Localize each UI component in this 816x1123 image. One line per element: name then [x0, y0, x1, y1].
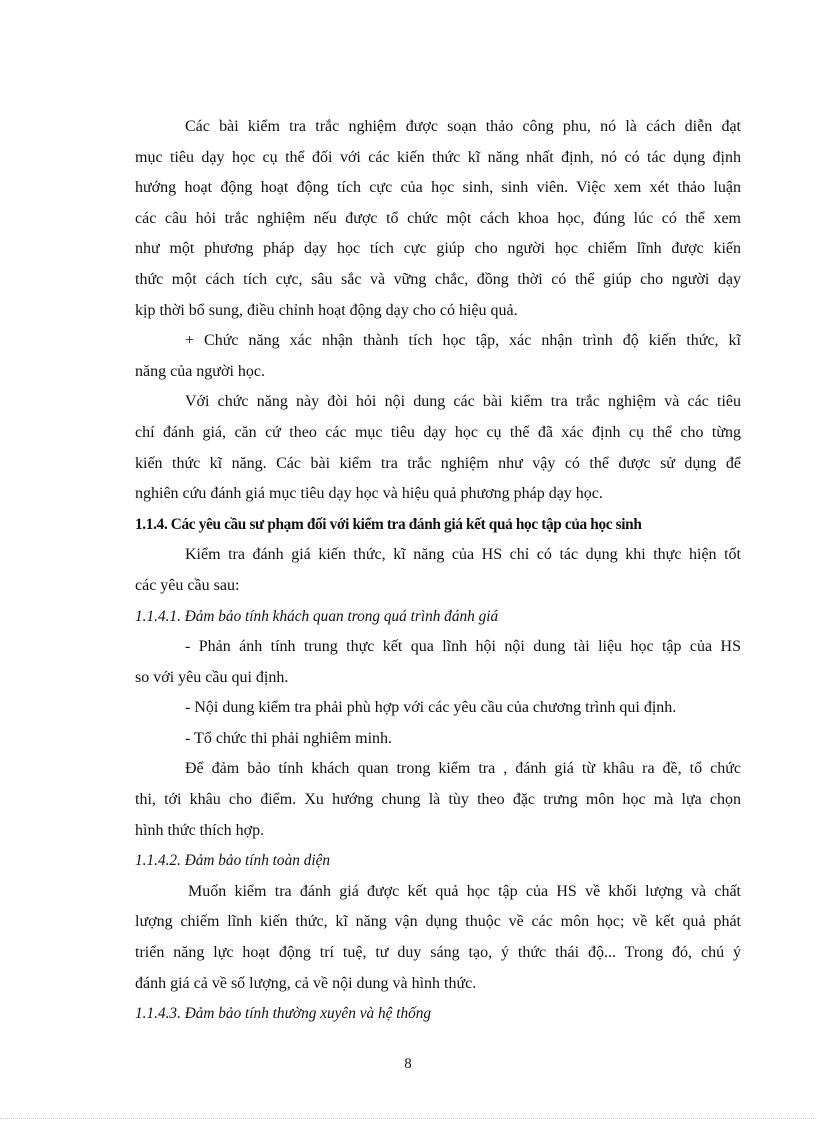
paragraph-line: triển năng lực hoạt động trí tuệ, tư duy sáng tạo, ý thức thái độ... Trong đó, chú ý — [135, 944, 741, 962]
subsection-heading: 1.1.4.3. Đảm bảo tính thường xuyên và hệ thống — [135, 1005, 432, 1023]
paragraph-line: đánh giá cả về số lượng, cả về nội dung và hình thức. — [135, 974, 477, 992]
bullet-item: - Nội dung kiểm tra phải phù hợp với các yêu cầu của chương trình qui định. — [185, 699, 677, 717]
paragraph-line: hướng hoạt động hoạt động tích cực của học sinh, sinh viên. Việc xem xét thảo luận — [135, 179, 741, 197]
subsection-heading: 1.1.4.1. Đảm bảo tính khách quan trong quá trình đánh giá — [135, 607, 499, 625]
paragraph-line: - Phản ánh tính trung thực kết qua lĩnh hội nội dung tài liệu học tập của HS — [185, 638, 741, 656]
paragraph-line: chí đánh giá, căn cứ theo các mục tiêu dạy học cụ thể đã xác định cụ thể cho từng — [135, 423, 741, 441]
paragraph-line: + Chức năng xác nhận thành tích học tập, xác nhận trình độ kiến thức, kĩ — [185, 332, 741, 350]
page-bottom-rule — [0, 1118, 816, 1119]
page-body — [135, 112, 741, 1030]
paragraph-line: năng của người học. — [135, 362, 265, 380]
paragraph-line: thức một cách tích cực, sâu sắc và vững chắc, đồng thời có thể giúp cho người dạy — [135, 270, 741, 288]
paragraph-line: thi, tới khâu cho điểm. Xu hướng chung là tùy theo đặc trưng môn học mà lựa chọn — [135, 791, 741, 809]
paragraph-line: kiến thức kĩ năng. Các bài kiểm tra trắc nghiệm như vậy có thể được sử dụng để — [135, 454, 741, 472]
bullet-item: - Tổ chức thi phải nghiêm minh. — [185, 729, 393, 747]
paragraph-line: lượng chiếm lĩnh kiến thức, kĩ năng vận dụng thuộc về các môn học; về kết quả phát — [135, 913, 741, 931]
paragraph-line: hình thức thích hợp. — [135, 821, 265, 839]
paragraph-line: các câu hỏi trắc nghiệm nếu được tổ chức một cách khoa học, đúng lúc có thể xem — [135, 209, 741, 227]
page-number: 8 — [404, 1056, 412, 1072]
paragraph-line: Muốn kiểm tra đánh giá được kết quả học tập của HS về khối lượng và chất — [188, 882, 741, 900]
paragraph-line: các yêu cầu sau: — [135, 576, 240, 594]
section-heading: 1.1.4. Các yêu cầu sư phạm đối với kiểm tra đánh giá kết quả học tập của học sinh — [135, 515, 642, 533]
paragraph-line: kịp thời bổ sung, điều chỉnh hoạt động dạy cho có hiệu quả. — [135, 301, 518, 319]
paragraph-line: mục tiêu dạy học cụ thể đối với các kiến thức kĩ năng nhất định, nó có tác dụng định — [135, 148, 741, 166]
paragraph-line: như một phương pháp dạy học tích cực giúp cho người học chiếm lĩnh được kiến — [135, 240, 741, 258]
paragraph-line: so với yêu cầu qui định. — [135, 668, 289, 686]
subsection-heading: 1.1.4.2. Đảm bảo tính toàn diện — [135, 852, 331, 870]
paragraph-line: Các bài kiểm tra trắc nghiệm được soạn thảo công phu, nó là cách diễn đạt — [185, 118, 741, 135]
paragraph-line: Để đảm bảo tính khách quan trong kiểm tra , đánh giá từ khâu ra đề, tổ chức — [185, 760, 741, 778]
paragraph-line: Với chức năng này đòi hỏi nội dung các bài kiểm tra trắc nghiệm và các tiêu — [185, 393, 741, 411]
paragraph-line: nghiên cứu đánh giá mục tiêu dạy học và hiệu quả phương pháp dạy học. — [135, 485, 603, 503]
paragraph-line: Kiểm tra đánh giá kiến thức, kĩ năng của HS chỉ có tác dụng khi thực hiện tốt — [185, 546, 741, 564]
